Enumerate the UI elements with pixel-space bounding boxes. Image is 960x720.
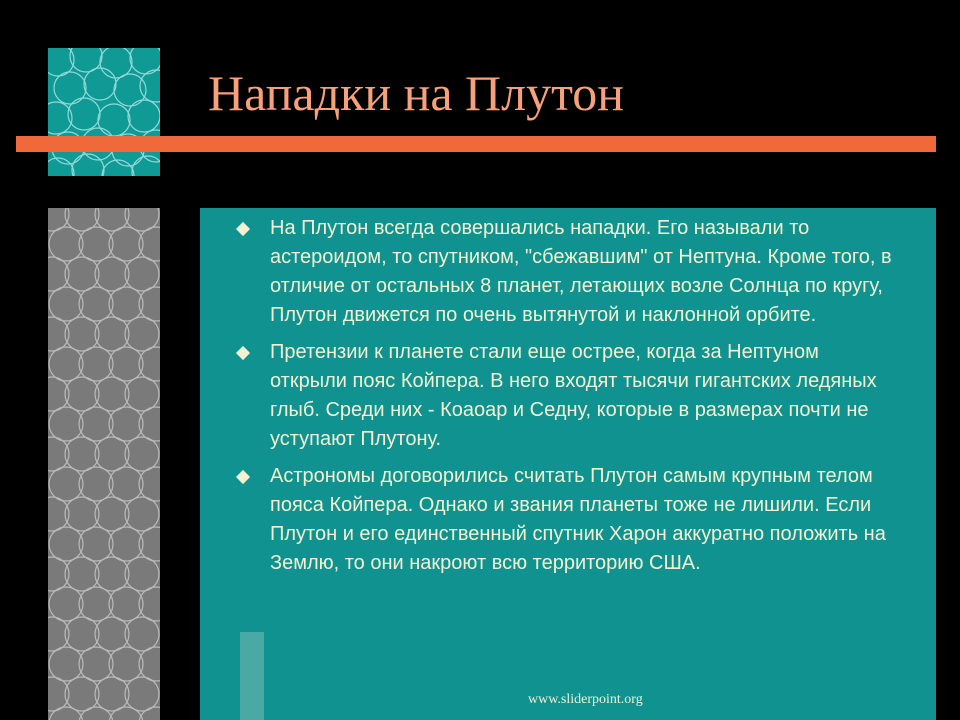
bullet-item — [232, 214, 892, 330]
slide-title: Нападки на Плутон — [208, 65, 625, 121]
footer-url: www.sliderpoint.org — [528, 692, 643, 707]
decorative-gray-strip — [48, 208, 160, 720]
decorative-accent-bar — [240, 632, 264, 720]
bullet-text: На Плутон всегда совершались нападки. Его называли то астероидом, то спутником, "сбежавшим" от Нептуна. Кроме того, в отличие от остальных 8 планет, летающих возле Солнца по кругу, Плутон движется по очень вытянутой и наклонной орбите. — [270, 217, 892, 326]
bullet-text: Претензии к планете стали еще острее, когда за Нептуном открыли пояс Койпера. В него входят тысячи гигантских ледяных глыб. Среди них - Коаоар и Седну, которые в размерах почти не уступают Плутону. — [270, 341, 877, 450]
bullet-list — [232, 214, 892, 586]
bullet-text: Астрономы договорились считать Плутон самым крупным телом пояса Койпера. Однако и звания планеты тоже не лишили. Если Плутон и его единственный спутник Харон аккуратно положить на Землю, то они накроют всю территорию США. — [270, 465, 886, 574]
bullet-item — [232, 462, 892, 578]
diamond-icon — [236, 470, 250, 484]
decorative-teal-square — [48, 48, 160, 176]
diamond-icon — [236, 346, 250, 360]
diamond-icon — [236, 222, 250, 236]
title-underline-bar — [16, 136, 936, 152]
bullet-item — [232, 338, 892, 454]
circle-pattern — [48, 48, 160, 176]
circle-pattern — [48, 208, 160, 720]
